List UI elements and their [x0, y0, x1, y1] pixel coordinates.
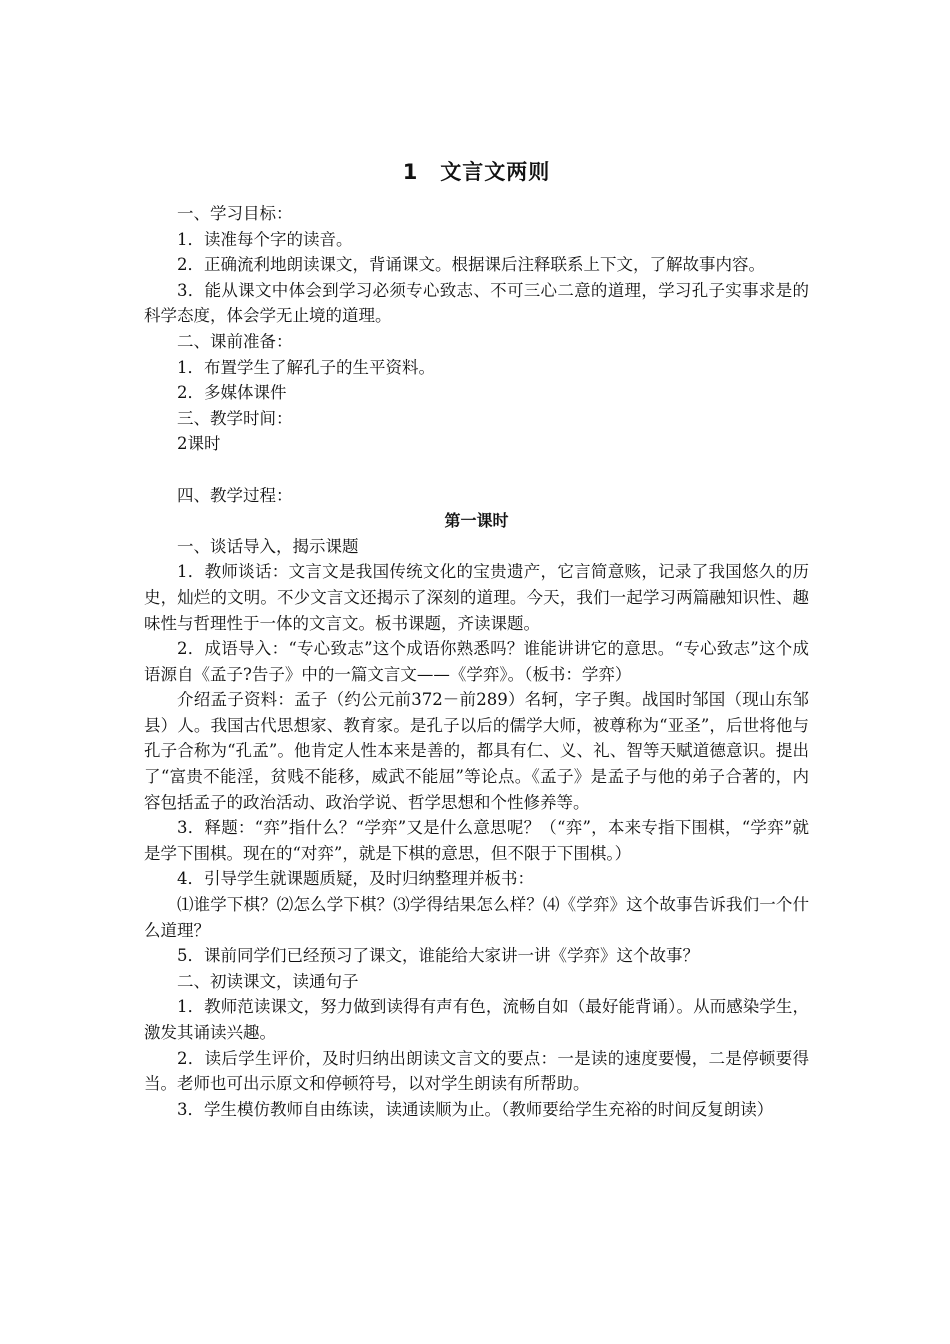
- blank-line: [144, 457, 809, 483]
- heading-teaching-process: 四、教学过程：: [177, 485, 293, 505]
- heading-learning-goals: 一、学习目标：: [177, 204, 293, 223]
- paragraph: 介绍孟子资料：孟子（约公元前372－前289）名轲，字子舆。战国时邹国（现山东邹县）人。我国古代思想家、教育家。是孔子以后的儒学大师，被尊称为“亚圣”，后世将他与孔子合称为“孔孟”。他肯定人性本来是善的，都具有仁、义、礼、智等天赋道德意识。提出了“富贵不能淫，贫贱不能移，威武不能屈”等论点。《孟子》是孟子与他的弟子合著的，内容包括孟子的政治活动、政治学说、哲学思想和个性修养等。: [144, 690, 809, 812]
- lesson-body: [144, 201, 809, 1122]
- subheading: 一、谈话导入，揭示课题: [177, 536, 359, 556]
- paragraph: 3．能从课文中体会到学习必须专心致志、不可三心二意的道理，学习孔子实事求是的科学态度，体会学无止境的道理。: [144, 280, 809, 326]
- paragraph: 2．成语导入：“专心致志”这个成语你熟悉吗？谁能讲讲它的意思。“专心致志”这个成语源自《孟子?告子》中的一篇文言文——《学弈》。（板书：学弈）: [144, 639, 809, 684]
- paragraph: 3．学生模仿教师自由练读，读通读顺为止。（教师要给学生充裕的时间反复朗读）: [177, 1099, 774, 1119]
- paragraph: 2课时: [177, 434, 221, 454]
- paragraph: 1．布置学生了解孔子的生平资料。: [177, 357, 435, 377]
- heading-preparation: 二、课前准备：: [177, 331, 293, 351]
- heading-teaching-time: 三、教学时间：: [177, 408, 293, 428]
- section-heading-first-lesson: 第一课时: [444, 511, 509, 531]
- paragraph: 2．正确流利地朗读课文，背诵课文。根据课后注释联系上下文，了解故事内容。: [177, 255, 765, 275]
- paragraph: 2．读后学生评价，及时归纳出朗读文言文的要点：一是读的速度要慢，二是停顿要得当。老师也可出示原文和停顿符号，以对学生朗读有所帮助。: [144, 1048, 809, 1094]
- paragraph: 1．读准每个字的读音。: [177, 229, 353, 249]
- paragraph: 5．课前同学们已经预习了课文，谁能给大家讲一讲《学弈》这个故事？: [177, 946, 699, 966]
- paragraph: ⑴谁学下棋？⑵怎么学下棋？⑶学得结果怎么样？⑷《学弈》这个故事告诉我们一个什么道理？: [144, 895, 809, 940]
- lesson-title: 1 文言文两则: [402, 160, 551, 184]
- paragraph: 2．多媒体课件: [177, 383, 287, 403]
- paragraph: 1．教师范读课文，努力做到读得有声有色，流畅自如（最好能背诵）。从而感染学生，激发其诵读兴趣。: [144, 997, 809, 1042]
- paragraph: 1．教师谈话：文言文是我国传统文化的宝贵遗产，它言简意赅，记录了我国悠久的历史，灿烂的文明。不少文言文还揭示了深刻的道理。今天，我们一起学习两篇融知识性、趣味性与哲理性于一体的文言文。板书课题，齐读课题。: [144, 562, 809, 633]
- paragraph: 4．引导学生就课题质疑，及时归纳整理并板书：: [177, 869, 534, 889]
- paragraph: 3．释题：“弈”指什么？“学弈”又是什么意思呢？（“弈”，本来专指下围棋，“学弈”就是学下围棋。现在的“对弈”，就是下棋的意思，但不限于下围棋。）: [144, 818, 809, 863]
- subheading: 二、初读课文，读通句子: [177, 971, 359, 991]
